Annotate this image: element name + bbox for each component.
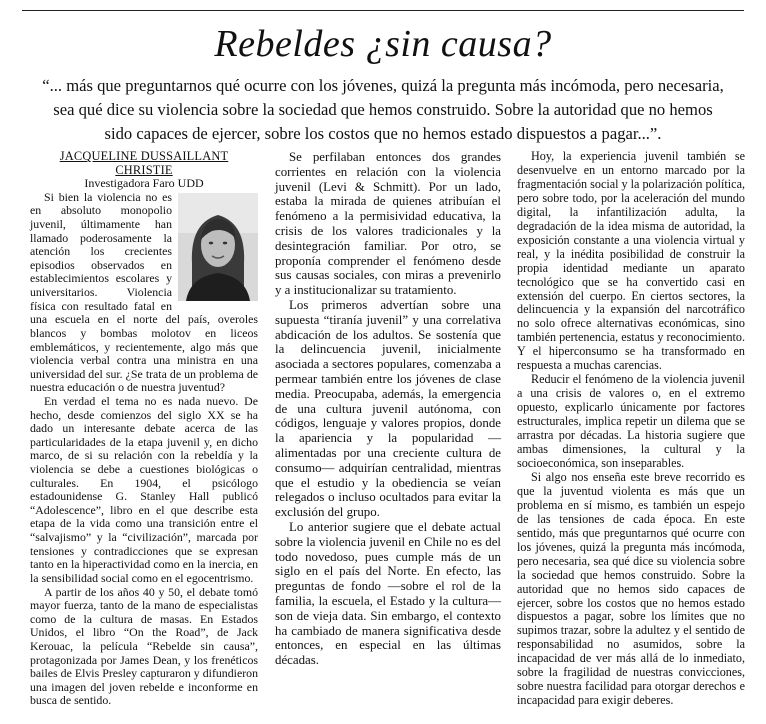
paragraph-3: A partir de los años 40 y 50, el debate tomó mayor fuerza, tanto de la mano de especialistas como de la cultura de masas. En Estados Unidos, el libro “On the Road”, de Jack Kerouac, la película “Rebelde sin causa”, protagonizada por James Dean, y los frenéticos bailes de Elvis Presley capturaron y difundieron una imagen del joven rebelde e inconforme en busca de sentido. (30, 584, 258, 708)
paragraph-1: Si bien la violencia no es en absoluto monopolio juvenil, últimamente han llamado poderosamente la atención los crecientes episodios observados en establecimientos escolares y universitarios. Violencia física con resultado fatal en una escuela en el norte del país, overoles blancos y bombas molotov en liceos emblemáticos, y recientemente, algo más que violencia verbal contra una ministra en una universidad del sur. ¿Se trata de un problema de nuestra educación o de nuestra juventud? (30, 189, 258, 395)
paragraph-4: Se perfilaban entonces dos grandes corrientes en relación con la violencia juvenil (Levi & Schmitt). Por un lado, estaba la mirada de quienes atribuían el fenómeno a la permisividad educativa, la crisis de los valores tradicionales y la desintegración familiar. Por otro, se proponía comprender el fenómeno desde sus causas sociales, con miras a prevenirlo y a institucionalizar su tratamiento. (275, 150, 501, 298)
paragraph-5: Los primeros advertían sobre una supuesta “tiranía juvenil” y una correlativa abdicación de los adultos. Se sostenía que la delincuencia juvenil, inicialmente asociada a sectores populares, comenzaba a permear también entre los jóvenes de clase media. Preocupaba, además, la emergencia de una cultura juvenil autónoma, con códigos, lenguaje y valores propios, donde la apariencia y la popularidad —alimentadas por una creciente cultura de consumo— adquirían centralidad, mientras que el estudio y la obediencia se veían relegados o incluso ocultados para evitar la exclusión del grupo. (275, 297, 501, 520)
pull-quote: “... más que preguntarnos qué ocurre con los jóvenes, quizá la pregunta más incómoda, pero necesaria, sea qué dice su violencia sobre la sociedad que hemos construido. Sobre la autoridad que no hemos sido capaces de ejercer, sobre los costos que no hemos estado dispuestos a pagar...”. (42, 76, 724, 143)
author-photo (178, 193, 258, 301)
column-2 (275, 150, 501, 668)
author-name: JACQUELINE DUSSAILLANT CHRISTIE (59, 149, 229, 177)
headline: Rebeldes ¿sin causa? (214, 23, 552, 65)
paragraph-9: Si algo nos enseña este breve recorrido es que la juventud violenta es más que un problema en sí mismo, es también un espejo de las tensiones de cada época. En este sentido, más que preguntarnos qué ocurre con los jóvenes, quizá la pregunta más incómoda, pero necesaria, sea qué dice su violencia sobre la sociedad que hemos construido. Sobre la autoridad que no hemos sido capaces de ejercer, sobre los costos que no hemos estado dispuestos a pagar, sobre los límites que no supimos trazar, sobre la adultez y el sentido de responsabilidad no asumidos, sobre la incapacidad de ver más allá de lo inmediato, sobre la fragilidad de nuestras convicciones, sobre nuestra facilidad para otorgar derechos e incapacidad para exigir deberes. (517, 469, 745, 708)
paragraph-6: Lo anterior sugiere que el debate actual sobre la violencia juvenil en Chile no es del todo novedoso, pues cumple más de un siglo en el país del Norte. En efecto, las preguntas de fondo —sobre el rol de la familia, la escuela, el Estado y la cultura— son de vieja data. Sin embargo, el contexto ha cambiado de manera significativa desde entonces, en especial en las últimas décadas. (275, 519, 501, 668)
column-1 (30, 150, 258, 708)
author-role: Investigadora Faro UDD (84, 176, 204, 191)
paragraph-8: Reducir el fenómeno de la violencia juvenil a una crisis de valores o, en el extremo opuesto, explicarlo únicamente por factores estructurales, implica repetir un dilema que se arrastra por décadas. La historia sugiere que ambas dimensiones, la cultural y la socioeconómica, son inseparables. (517, 372, 745, 470)
paragraph-7: Hoy, la experiencia juvenil también se desenvuelve en un entorno marcado por la fragmentación social y la polarización política, pero sobre todo, por la aceleración del mundo digital, la infantilización adulta, la degradación de la idea misma de autoridad, la exposición constante a una violencia virtual y real, y la inédita posibilidad de construir la propia identidad mediante un aparato tecnológico que se ha convertido casi en extensión del cuerpo. En ciertos sectores, la delincuencia y la expansión del narcotráfico no solo ofrece alternativas económicas, sino también pertenencia, estatus y reconocimiento. Y el hiperconsumo se ha transformado en respuesta a muchas carencias. (517, 149, 745, 373)
paragraph-2: En verdad el tema no es nada nuevo. De hecho, desde comienzos del siglo XX se ha dado un interesante debate acerca de las particularidades de la etapa juvenil y, en dicho marco, de si su relación con la rebeldía y la violencia se debe a cuestiones biológicas o culturales. En 1904, el psicólogo estadounidense G. Stanley Hall publicó “Adolescence”, libro en el que describe esta etapa de la vida como una transición entre el “salvajismo” y la “civilización”, marcada por tensiones y contradicciones que se expresan tanto en la hiperactividad como en la inercia, en la sensibilidad social como en el egocentrismo. (30, 393, 258, 585)
column-3 (517, 150, 745, 708)
author-portrait-image (178, 193, 258, 301)
top-rule (22, 10, 744, 11)
